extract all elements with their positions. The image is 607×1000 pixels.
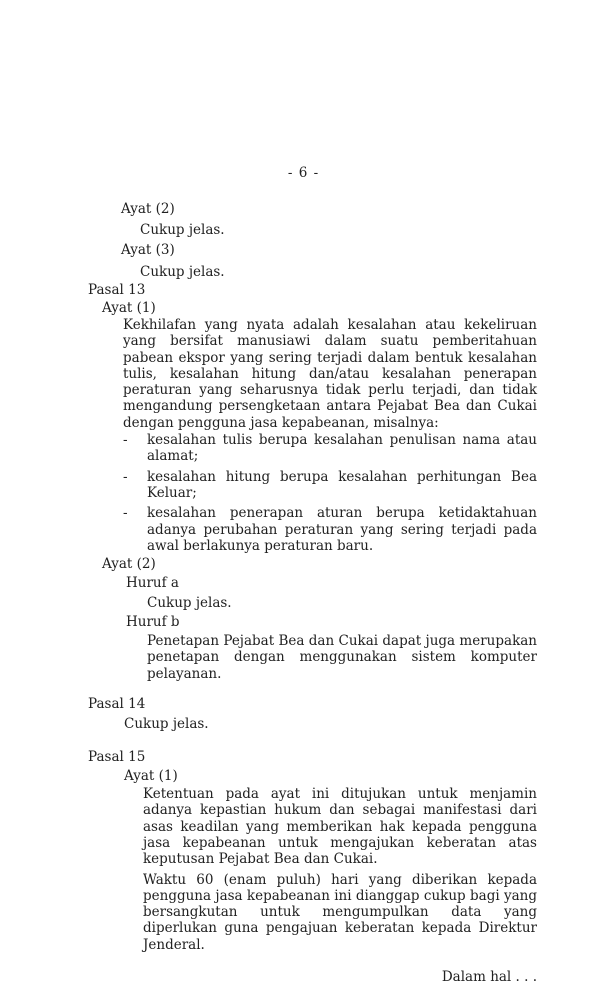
bullet-item-text: kesalahan tulis berupa kesalahan penulisan nama atau alamat; [147,432,537,465]
ayat-2-label-top: Ayat (2) [121,201,175,217]
huruf-b-label: Huruf b [126,614,180,631]
hyphen-bullet-icon: - [123,505,128,522]
ayat-2-text-top: Cukup jelas. [140,222,225,238]
huruf-b-paragraph: Penetapan Pejabat Bea dan Cukai dapat juga merupakan penetapan dengan menggunakan sistem komputer pelayanan. [147,633,537,682]
catchword: Dalam hal . . . [441,969,537,986]
pasal-14-text: Cukup jelas. [124,716,209,733]
bullet-item-text: kesalahan penerapan aturan berupa ketidaktahuan adanya perubahan peraturan yang sering terjadi pada awal berlakunya peraturan baru. [147,505,537,554]
pasal-13-heading: Pasal 13 [88,282,146,298]
huruf-a-text: Cukup jelas. [147,595,232,612]
huruf-a-label: Huruf a [126,575,179,592]
hyphen-bullet-icon: - [123,432,128,449]
pasal-15-heading: Pasal 15 [88,749,146,766]
ayat-3-label-top: Ayat (3) [121,242,175,258]
pasal-15-ayat-1-paragraph-2: Waktu 60 (enam puluh) hari yang diberikan kepada pengguna jasa kepabeanan ini dianggap cukup bagi yang bersangkutan untuk mengumpulkan data yang diperlukan guna pengajuan keberatan kepada Direktur Jenderal. [143,871,537,953]
pasal-15-ayat-1-paragraph-1: Ketentuan pada ayat ini ditujukan untuk menjamin adanya kepastian hukum dan sebagai manifestasi dari asas keadilan yang memberikan hak kepada pengguna jasa kepabeanan untuk mengajukan keberatan atas keputusan Pejabat Bea dan Cukai. [143,786,537,868]
bullet-item-text: kesalahan hitung berupa kesalahan perhitungan Bea Keluar; [147,468,537,501]
pasal-13-ayat-1-label: Ayat (1) [102,300,156,316]
pasal-13-ayat-2-label: Ayat (2) [102,556,156,573]
hyphen-bullet-icon: - [123,468,128,485]
page-number: - 6 - [287,165,320,181]
bullet-item [88,469,537,502]
document-body [88,198,537,986]
pasal-14-heading: Pasal 14 [88,696,146,713]
ayat-3-text-top: Cukup jelas. [140,264,225,280]
bullet-item [88,505,537,554]
pasal-15-ayat-1-label: Ayat (1) [124,768,178,785]
bullet-item [88,432,537,465]
pasal-13-ayat-1-paragraph: Kekhilafan yang nyata adalah kesalahan atau kekeliruan yang bersifat manusiawi dalam suatu pemberitahuan pabean ekspor yang sering terjadi dalam bentuk kesalahan tulis, kesalahan hitung dan/atau kesalahan penerapan peraturan yang seharusnya tidak perlu terjadi, dan tidak mengandung persengketaan antara Pejabat Bea dan Cukai dengan pengguna jasa kepabeanan, misalnya: [123,317,537,431]
